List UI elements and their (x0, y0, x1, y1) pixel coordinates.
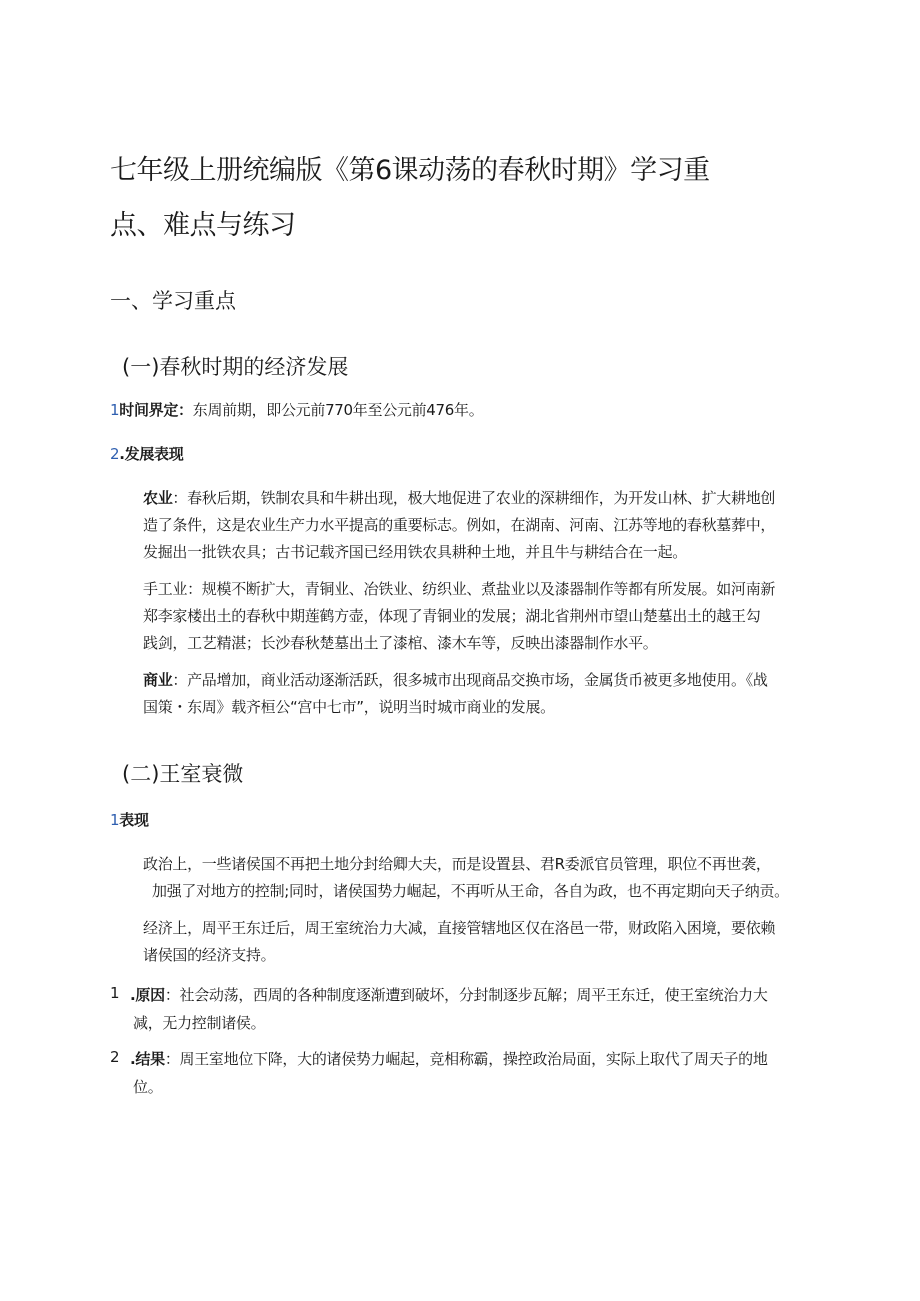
result-number: 2 (110, 1048, 120, 1066)
item-number: 1 (110, 811, 120, 829)
politics-line1: 政治上，一些诸侯国不再把土地分封给卿大夫，而是设置县、君R委派官员管理，职位不再世袭， (143, 855, 771, 873)
item-label: 时间界定： (119, 401, 193, 419)
agriculture-text: ：春秋后期，铁制农具和牛耕出现，极大地促进了农业的深耕细作，为开发山林、扩大耕地创 (172, 489, 776, 507)
item-number: 2 (110, 445, 120, 463)
handicraft-line3: 践剑，工艺精湛；长沙春秋楚墓出土了漆棺、漆木车等，反映出漆器制作水平。 (143, 634, 658, 652)
result-label: .结果 (130, 1050, 165, 1068)
agriculture-label: 农业 (143, 489, 173, 507)
result-line2: 位。 (133, 1078, 163, 1096)
item-label: .发展表现 (119, 445, 184, 463)
commerce-text: ：产品增加，商业活动逐渐活跃，很多城市出现商品交换市场，金属货币被更多地使用。《战 (172, 671, 768, 689)
item-text: 东周前期，即公元前770年至公元前476年。 (192, 401, 484, 419)
politics-line2: 加强了对地方的控制;同时，诸侯国势力崛起，不再听从王命，各自为政，也不再定期向天子纳贡。 (152, 882, 789, 900)
economy-line1: 经济上，周平王东迁后，周王室统治力大减，直接管辖地区仅在洛邑一带，财政陷入困境，要依赖 (143, 919, 776, 937)
economy-line2: 诸侯国的经济支持。 (143, 946, 276, 964)
commerce-line2: 国策・东周》载齐桓公“宫中七市”，说明当时城市商业的发展。 (143, 698, 555, 716)
handicraft-line2: 郑李家楼出土的春秋中期莲鹤方壶，体现了青铜业的发展；湖北省荆州市望山楚墓出土的越王勾 (143, 607, 761, 625)
item-manifestation (110, 809, 149, 830)
agriculture-line3: 发掘出一批铁农具；古书记载齐国已经用铁农具耕种土地，并且牛与耕结合在一起。 (143, 543, 687, 561)
cause-number: 1 (110, 984, 120, 1002)
agriculture-line2: 造了条件，这是农业生产力水平提高的重要标志。例如，在湖南、河南、江苏等地的春秋墓葬中， (143, 516, 776, 534)
agriculture-line1 (143, 487, 775, 508)
item-label: 表现 (119, 811, 149, 829)
subsection-heading-royal-decline: (二)王室衰微 (122, 762, 244, 786)
item-number: 1 (110, 401, 120, 419)
handicraft-line1: 手工业：规模不断扩大，青铜业、冶铁业、纺织业、煮盐业以及漆器制作等都有所发展。如河南新 (143, 580, 776, 598)
cause-text: ：社会动荡，西周的各种制度逐渐遭到破坏，分封制逐步瓦解；周平王东迁，使王室统治力大 (164, 986, 768, 1004)
subsection-heading-economy: (一)春秋时期的经济发展 (122, 355, 349, 379)
item-time-definition (110, 399, 483, 420)
document-title-line2: 点、难点与练习 (110, 210, 296, 241)
commerce-line1 (143, 669, 768, 690)
result-text: ：周王室地位下降，大的诸侯势力崛起，竞相称霸，操控政治局面，实际上取代了周天子的地 (164, 1050, 768, 1068)
result-line1 (130, 1048, 768, 1069)
cause-line2: 减，无力控制诸侯。 (133, 1014, 266, 1032)
cause-line1 (130, 984, 768, 1005)
section-heading-key-points: 一、学习重点 (110, 289, 236, 313)
item-development (110, 443, 183, 464)
cause-label: .原因 (130, 986, 165, 1004)
document-title-line1: 七年级上册统编版《第6课动荡的春秋时期》学习重 (110, 155, 710, 186)
commerce-label: 商业 (143, 671, 173, 689)
